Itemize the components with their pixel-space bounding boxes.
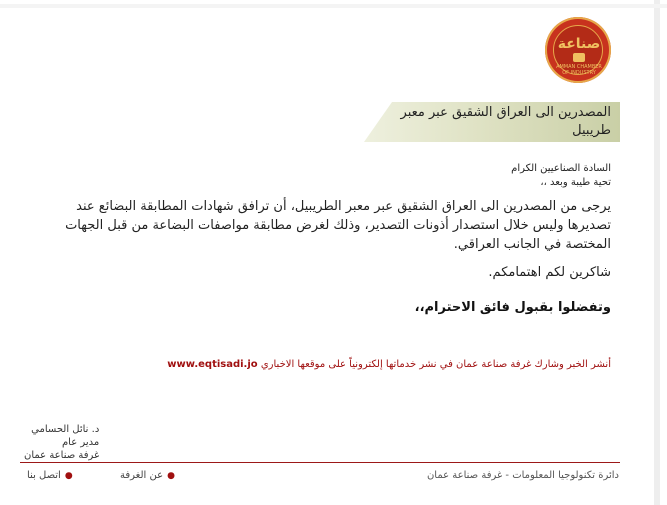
contact-link-label: اتصل بنا <box>27 470 61 481</box>
signature-org: غرفة صناعة عمان <box>24 450 100 461</box>
footer-department: دائرة تكنولوجيا المعلومات - غرفة صناعة عمان <box>426 470 619 481</box>
bullet-icon: ● <box>64 471 73 481</box>
signature-position: مدير عام <box>61 437 100 448</box>
body-paragraph: يرجى من المصدرين الى العراق الشقيق عبر معبر الطريبيل، أن ترافق شهادات المطابقة البضائع عند تصديرها وليس خلال استصدار أذونات التصدير، وذلك لغرض مطابقة مواصفات البضاعة من قبل الجهات المختصة في الجانب العراقي. <box>65 199 611 252</box>
signature-block <box>24 423 99 462</box>
share-notice <box>131 359 611 370</box>
greeting <box>511 162 611 190</box>
page-title: المصدرين الى العراق الشقيق عبر معبر طريبيل <box>400 105 611 138</box>
signature-name: د. نائل الحسامي <box>31 424 100 435</box>
thanks-line: شاكرين لكم اهتمامكم. <box>488 265 611 280</box>
bullet-icon: ● <box>167 471 175 481</box>
footer-divider <box>20 462 620 463</box>
footer-about-link[interactable] <box>120 470 175 481</box>
closing-line: وتفضلوا بقبول فائق الاحترام،، <box>414 300 611 315</box>
logo-caption: AMMAN CHAMBER OF INDUSTRY <box>556 64 602 76</box>
about-link-label: عن الغرفة <box>120 470 164 481</box>
chamber-logo <box>545 17 611 83</box>
logo-word: صناعة <box>557 36 601 52</box>
share-text: أنشر الخبر وشارك غرفة صناعة عمان في نشر خدماتها إلكترونياً على موقعها الاخباري <box>260 359 611 370</box>
top-separator <box>0 4 667 8</box>
greeting-line-2: تحية طيبة وبعد ،، <box>540 177 611 188</box>
footer-contact-link[interactable] <box>27 470 73 481</box>
logo-emblem-icon <box>573 53 585 62</box>
greeting-line-1: السادة الصناعيين الكرام <box>511 163 611 174</box>
news-site-link[interactable]: www.eqtisadi.jo <box>167 359 258 370</box>
